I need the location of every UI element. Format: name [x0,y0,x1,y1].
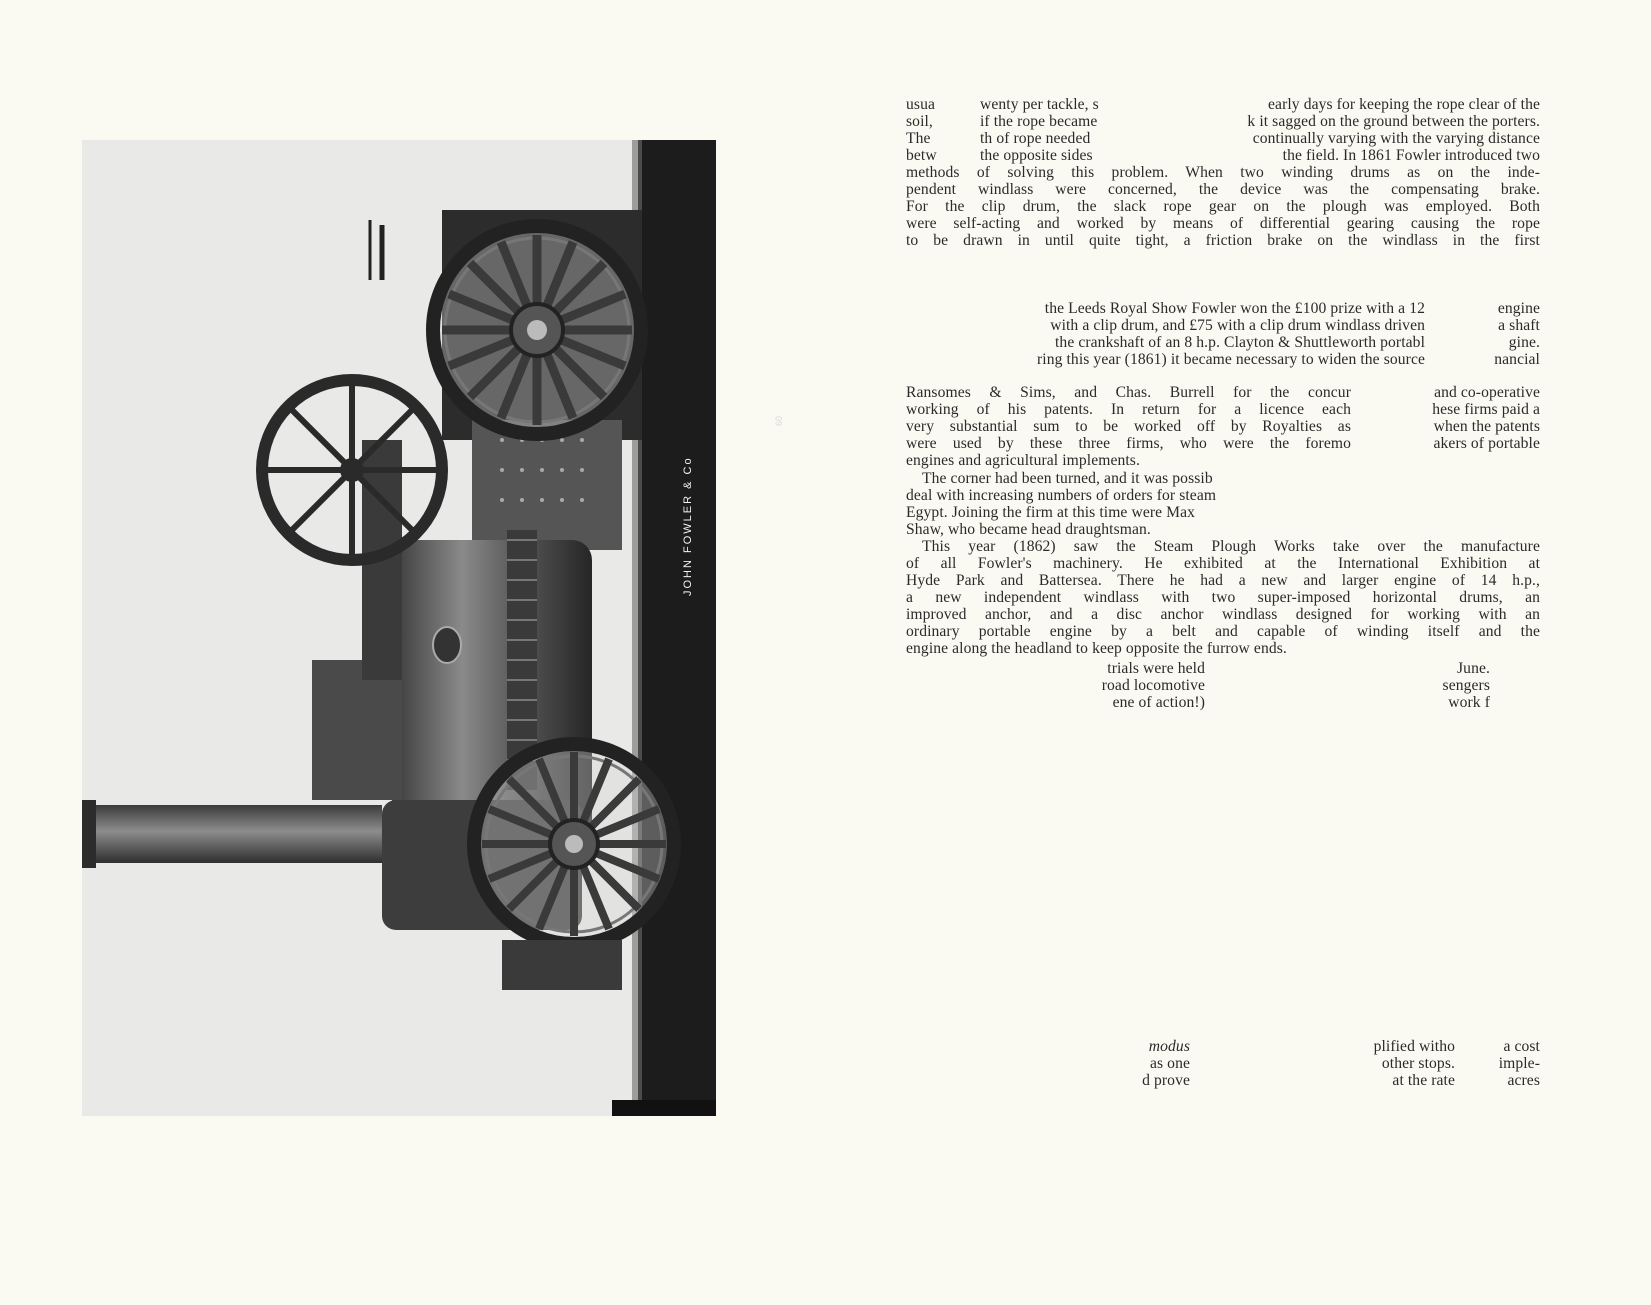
text-line: For the clip drum, the slack rope gear on the plough was employed. Both [906,198,1540,215]
text-line: Ransomes & Sims, and Chas. Burrell for the concur [906,384,1351,401]
text-line: with a clip drum, and £75 with a clip drum windlass driven [1050,317,1425,334]
text-line: akers of portable [1433,435,1540,452]
rear-wheel [433,226,641,434]
text-line: of all Fowler's machinery. He exhibited at the International Exhibition at [906,555,1540,572]
text-line: ring this year (1861) it became necessary to widen the source [1036,351,1425,368]
paragraph-7-col1 [1070,1038,1190,1089]
text-line: Egypt. Joining the firm at this time were Max [906,504,1196,521]
paragraph-4 [906,470,1346,538]
text-line: soil, [906,113,933,130]
text-line: ordinary portable engine by a belt and capable of winding itself and the [906,623,1540,640]
text-line: th of rope needed [980,130,1091,147]
text-line: work f [1448,694,1490,711]
text-line: The [906,130,931,147]
text-line: the Leeds Royal Show Fowler won the £100 prize with a 12 [1044,300,1425,317]
text-line: other stops. [1381,1055,1455,1072]
text-line: hese firms paid a [1432,401,1540,418]
text-line: as one [1149,1055,1190,1072]
text-line: acres [1507,1072,1540,1089]
text-line: continually varying with the varying distance [1252,130,1540,147]
text-line: engine along the headland to keep opposite the furrow ends. [906,640,1287,657]
text-line: engine [1497,300,1540,317]
text-line: a cost [1503,1038,1540,1055]
text-line: gine. [1508,334,1540,351]
paragraph-2-left [950,300,1425,368]
photo-caption: JOHN FOWLER & Co [682,456,694,596]
text-line: usua [906,96,935,113]
text-line: were self-acting and worked by means of differential gearing causing the rope [906,215,1540,232]
text-line: methods of solving this problem. When two winding drums as on the inde- [906,164,1540,181]
paragraph-5 [906,538,1540,657]
paragraph-7-col2 [1320,1038,1455,1089]
text-line: and co-operative [1434,384,1540,401]
text-line: wenty per tackle, s [980,96,1099,113]
text-line: trials were held [1107,660,1205,677]
text-line: imple- [1498,1055,1540,1072]
text-line: road locomotive [1101,677,1205,694]
text-line: d prove [1142,1072,1190,1089]
paragraph-1-lines [906,164,1540,249]
text-line: when the patents [1433,418,1540,435]
text-line: ene of action!) [1112,694,1205,711]
text-line: the crankshaft of an 8 h.p. Clayton & Shuttleworth portabl [1054,334,1425,351]
paragraph-2-right [1440,300,1540,368]
fragment-column-a [906,96,937,164]
fragment-column-b [980,96,1099,164]
text-line: the field. In 1861 Fowler introduced two [1282,147,1540,164]
text-line: were used by these three firms, who were the foremo [906,435,1351,452]
paragraph-3-left [906,384,1351,469]
text-line: k it sagged on the ground between the porters. [1247,113,1540,130]
text-line: at the rate [1392,1072,1455,1089]
engine-illustration [82,140,716,1116]
text-line: Shaw, who became head draughtsman. [906,521,1151,538]
paragraph-6-left [1050,660,1205,711]
text-line: modus [1148,1038,1190,1055]
text-line: to be drawn in until quite tight, a friction brake on the windlass in the first [906,232,1540,249]
text-line: engines and agricultural implements. [906,452,1140,469]
text-line: This year (1862) saw the Steam Plough Works take over the manufacture [922,538,1540,555]
left-page [0,0,820,1305]
engine-photograph [82,140,784,1116]
paragraph-6-right [1390,660,1490,711]
text-line: a new independent windlass with two super-imposed horizontal drums, an [906,589,1540,606]
text-line: plified witho [1373,1038,1455,1055]
plate-number: 60 [774,415,784,426]
fragment-column-c [1160,96,1540,164]
text-line: deal with increasing numbers of orders for steam [906,487,1217,504]
text-line: June. [1457,660,1490,677]
paragraph-7-col3 [1470,1038,1540,1089]
text-line: working of his patents. In return for a licence each [906,401,1351,418]
text-line: if the rope became [980,113,1098,130]
right-page [820,0,1651,1305]
paragraph-3-right [1380,384,1540,452]
text-line: early days for keeping the rope clear of the [1268,96,1540,113]
text-line: the opposite sides [980,147,1093,164]
text-line: The corner had been turned, and it was possib [922,470,1213,487]
text-line: betw [906,147,937,164]
text-line: a shaft [1498,317,1540,334]
text-line: sengers [1442,677,1490,694]
text-line: very substantial sum to be worked off by Royalties as [906,418,1351,435]
text-line: Hyde Park and Battersea. There he had a new and larger engine of 14 h.p., [906,572,1540,589]
text-line: improved anchor, and a disc anchor windlass designed for working with an [906,606,1540,623]
text-line: nancial [1494,351,1540,368]
text-line: pendent windlass were concerned, the device was the compensating brake. [906,181,1540,198]
